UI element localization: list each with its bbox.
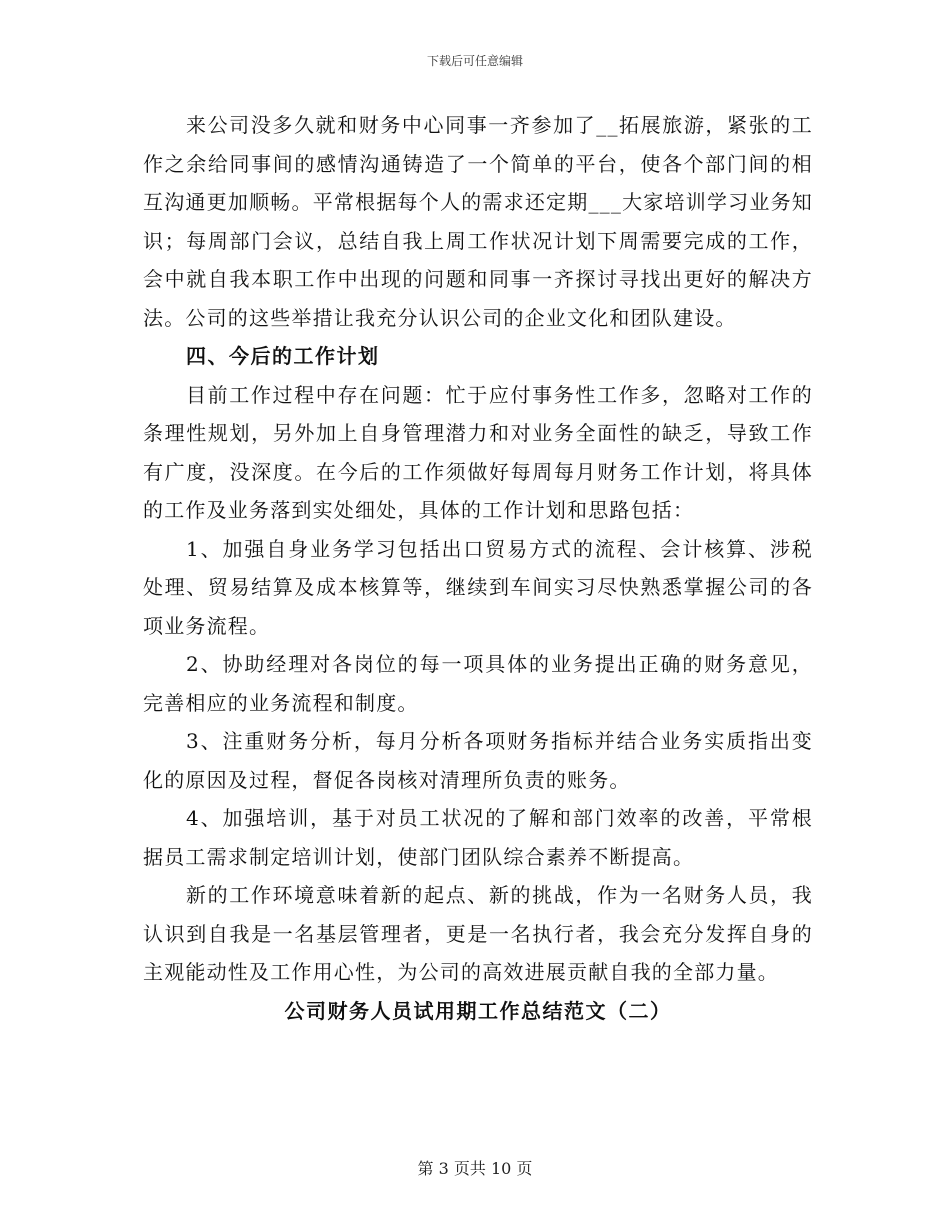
next-document-title: 公司财务人员试用期工作总结范文（二）	[284, 998, 672, 1023]
section-heading-future-plan: 四、今后的工作计划	[186, 344, 380, 368]
paragraph-closing: 新的工作环境意味着新的起点、新的挑战，作为一名财务人员，我认识到自我是一名基层管理者，更是一名执行者，我会充分发挥自身的主观能动性及工作用心性，为公司的高效进展贡献自我的全部力量。	[143, 883, 813, 984]
plan-item-2: 2、协助经理对各岗位的每一项具体的业务提出正确的财务意见，完善相应的业务流程和制度。	[143, 652, 813, 715]
document-body	[143, 106, 813, 1030]
plan-item-1: 1、加强自身业务学习包括出口贸易方式的流程、会计核算、涉税处理、贸易结算及成本核算等，继续到车间实习尽快熟悉掌握公司的各项业务流程。	[143, 536, 813, 638]
plan-item-3: 3、注重财务分析，每月分析各项财务指标并结合业务实质指出变化的原因及过程，督促各岗核对清理所负责的账务。	[143, 729, 813, 792]
header-note: 下载后可任意编辑	[426, 54, 523, 68]
paragraph-team-building: 来公司没多久就和财务中心同事一齐参加了__拓展旅游，紧张的工作之余给同事间的感情沟通铸造了一个简单的平台，使各个部门间的相互沟通更加顺畅。平常根据每个人的需求还定期___大家培训学习业务知识；每周部门会议，总结自我上周工作状况计划下周需要完成的工作，会中就自我本职工作中出现的问题和同事一齐探讨寻找出更好的解决方法。公司的这些举措让我充分认识公司的企业文化和团队建设。	[143, 113, 813, 330]
page-number: 第 3 页共 10 页	[417, 1159, 533, 1178]
paragraph-current-problems: 目前工作过程中存在问题：忙于应付事务性工作多，忽略对工作的条理性规划，另外加上自身管理潜力和对业务全面性的缺乏，导致工作有广度，没深度。在今后的工作须做好每周每月财务工作计划，将具体的工作及业务落到实处细处，具体的工作计划和思路包括：	[143, 382, 813, 522]
plan-item-4: 4、加强培训，基于对员工状况的了解和部门效率的改善，平常根据员工需求制定培训计划，使部门团队综合素养不断提高。	[143, 806, 813, 869]
